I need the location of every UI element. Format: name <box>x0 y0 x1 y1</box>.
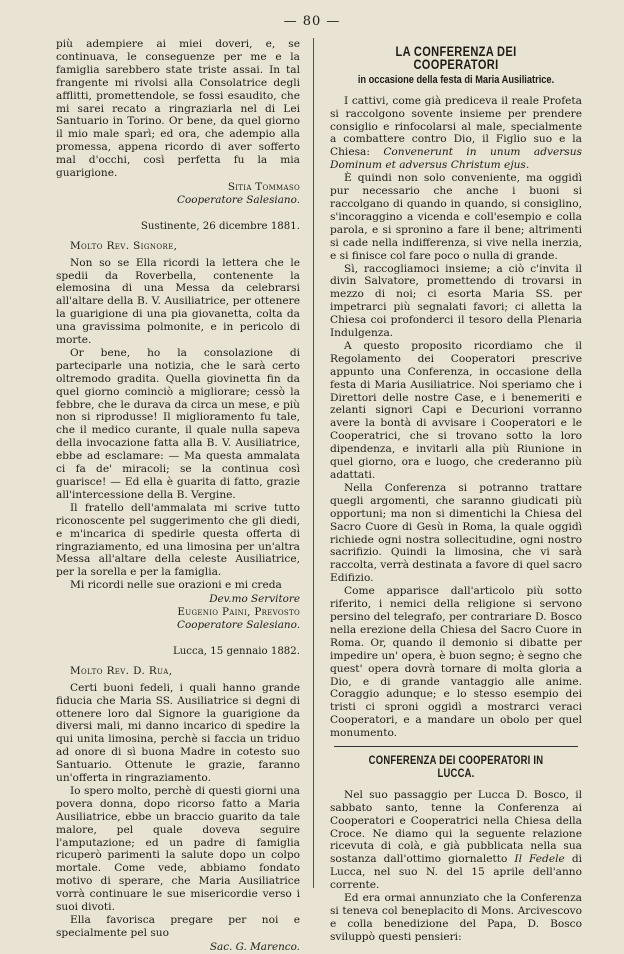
signature-1-name: Sitia Tommaso <box>227 180 300 193</box>
article-paragraph: Come apparisce dall'articolo più sotto riferito, i nemici della religione si servono persino del telegrafo, per contrariare D. Bosco nella erezione della Chiesa del Sacro Cuore in Roma. Or, quando il demonio si dibatte per impedire un' opera, è buon segno; è segno che quest' opera dovrà tornare di molta gloria a Dio, e di grande vantaggio alle anime. Coraggio adunque; e lo stesso esempio dei tristi ci sproni oggidì a mostrarci veraci Cooperatori, e a mandare un obolo per quel monumento. <box>330 585 582 740</box>
article-subtitle: in occasione della festa di Maria Ausiliatrice. <box>357 73 555 86</box>
page-number: — 80 — <box>283 14 341 29</box>
article-paragraph <box>330 95 582 172</box>
letter-3-paragraph: Io spero molto, perchè di questi giorni una povera donna, dopo ricorso fatto a Maria Ausiliatrice, ebbe un braccio guarito da tale malore, pel quale doveva seguire l'amputazione; ed un padre di famiglia ricuperò parimenti la salute dopo un colpo mortale. Come vede, abbiamo fondato motivo di sperare, che Maria Ausiliatrice vorrà continuare le sue misericordie verso i suoi divoti. <box>56 784 300 914</box>
signature-3-name: Sac. G. Marenco. <box>209 940 300 953</box>
left-column <box>56 38 300 954</box>
article-2-paragraph: Ed era ormai annunziato che la Conferenza si teneva col beneplacito di Mons. Arcivescovo e colla benedizione del Papa, D. Bosco sviluppò questi pensieri: <box>330 892 582 943</box>
latin-quote: Convenerunt in unum adversus Dominum et adversus Christum ejus. <box>330 146 582 172</box>
article-2-paragraph <box>330 789 582 892</box>
letter-2-paragraph: Mi ricordi nelle sue orazioni e mi creda <box>70 579 282 592</box>
letter-2-paragraph: Or bene, ho la consolazione di parteciparle una notizia, che le sarà certo oltremodo gradita. Quella giovinetta fin da quel giorno cominciò a migliorare; cessò la febbre, che le durava da circa un mese, e più non si riprodusse! Il miglioramento fu tale, che il medico curante, il quale nulla sapeva della invocazione fatta alla B. V. Ausiliatrice, ebbe ad esclamare: — Ma questa ammalata ci fa de' miracoli; se la continua così guarisce! — Ed ella è guarita di fatto, grazie all'intercessione della B. Vergine. <box>56 346 300 501</box>
letter-2-date: Sustinente, 26 dicembre 1881. <box>140 220 300 232</box>
column-divider <box>313 38 314 888</box>
article-2-text: di Lucca, nel suo N. del 15 aprile dell'anno corrente. <box>330 853 582 892</box>
article-paragraph: È quindi non solo conveniente, ma oggidì pur necessario che anche i buoni si raccolgano di quando in quando, si consiglino, s'incoraggino a vicenda e coll'esempio e colla parola, e si spronino a fare il bene; altrimenti si cade nella indifferenza, si vive nella inerzia, e si finisce col fare poco o nulla di grande. <box>330 172 582 262</box>
newspaper-title: Il Fedele <box>514 853 565 866</box>
letter-1-text: più adempiere ai miei doveri, e, se continuava, le conseguenze per me e la famiglia sarebbero state triste assai. In tal frangente mi rivolsi alla Consolatrice degli afflitti, promettendole, se fossi esaudito, che mi sarei recato a ringraziarla nel di Lei Santuario in Torino. Or bene, da quel giorno il mio male sparì; ed ora, che adempio alla promessa, appena ricordo di aver sofferto mal d'occhi, così perfetta fu la mia guarigione. <box>56 38 300 180</box>
article-paragraph: Nella Conferenza si potranno trattare quegli argomenti, che saranno giudicati più opportuni; ma non si dimentichi la Chiesa del Sacro Cuore di Gesù in Roma, la quale oggidì richiede ogni nostra sollecitudine, ogni nostro sacrifizio. Quindi la limosina, che vi sarà raccolta, verrà destinata a favore di quel sacro Edifizio. <box>330 481 582 585</box>
article-2-title: CONFERENZA DEI COOPERATORI IN LUCCA. <box>368 755 544 780</box>
letter-3-paragraph: Certi buoni fedeli, i quali hanno grande fiducia che Maria SS. Ausiliatrice si degni di ottenere loro dal Signore la guarigione da diversi mali, mi danno incarico di spedire la qui unita limosina, perchè si faccia un triduo ad onore di sì buona Madre in cotesto suo Santuario. Ottenute le grazie, faranno un'offerta in ringraziamento. <box>56 681 300 785</box>
signature-2-role: Cooperatore Salesiano. <box>177 618 300 631</box>
signature-1-role: Cooperatore Salesiano. <box>177 193 300 206</box>
article-text: I cattivi, come già prediceva il reale Profeta si raccolgono sovente insieme per prendere consiglio e rinfocolarsi al male, specialmente a combattere contro Dio, il Figlio suo e la Chiesa: <box>330 94 582 159</box>
letter-2-paragraph: Il fratello dell'ammalata mi scrive tutto riconoscente pel suggerimento che gli diedi, e m'incarica di spedirle questa offerta di ringraziamento, ed una limosina per un'altra Messa all'altare della celeste Ausiliatrice, per la sorella e per la famiglia. <box>56 501 300 579</box>
article-2-text: Nel suo passaggio per Lucca D. Bosco, il sabbato santo, tenne la Conferenza ai Cooperatori e Cooperatrici nella Chiesa della Croce. Ne diamo qui la seguente relazione ricevuta di colà, e già pubblicata nella sua sostanza dall'ottimo giornaletto <box>330 788 582 866</box>
article-paragraph: A questo proposito ricordiamo che il Regolamento dei Cooperatori prescrive appunto una Conferenza, in occasione della festa di Maria Ausiliatrice. Noi speriamo che i Direttori delle nostre Case, e i benemeriti e zelanti signori Capi e Decurioni vorranno avere la bontà di avvisare i Cooperatori e le Cooperatrici, che si trovano sotto la loro dipendenza, e invitarli alla più Riunione in quel giorno, ora e luogo, che crederanno più adattati. <box>330 339 582 481</box>
letter-3-date: Lucca, 15 gennaio 1882. <box>172 645 300 657</box>
letter-3-salutation: Molto Rev. D. Rua, <box>70 664 173 677</box>
letter-2-paragraph: Non so se Ella ricordi la lettera che le spedii da Roverbella, contenente la elemosina di una Messa da celebrarsi all'altare della B. V. Ausiliatrice, per ottenere la guarigione di una pia giovanetta, colta da una gravissima polmonite, e in pericolo di morte. <box>56 256 300 347</box>
right-column <box>330 38 582 944</box>
section-rule <box>334 746 578 747</box>
signature-2-closing: Dev.mo Servitore <box>209 593 300 606</box>
signature-2 <box>56 593 300 632</box>
signature-3 <box>56 941 300 954</box>
letter-2-salutation: Molto Rev. Signore, <box>70 239 178 252</box>
letter-3-paragraph: Ella favorisca pregare per noi e specialmente pel suo <box>56 914 300 939</box>
signature-2-name: Eugenio Paini, Prevosto <box>177 606 300 619</box>
article-paragraph: Sì, raccogliamoci insieme; a ciò c'invita il divin Salvatore, promettendo di trovarsi in mezzo di noi; ci esorta Maria SS. per impetrarci più segnalati favori; ci alletta la Chiesa coi profonderci il tesoro della Plenaria Indulgenza. <box>330 262 582 340</box>
signature-1 <box>56 181 300 207</box>
article-title: LA CONFERENZA DEI COOPERATORI <box>395 44 517 72</box>
